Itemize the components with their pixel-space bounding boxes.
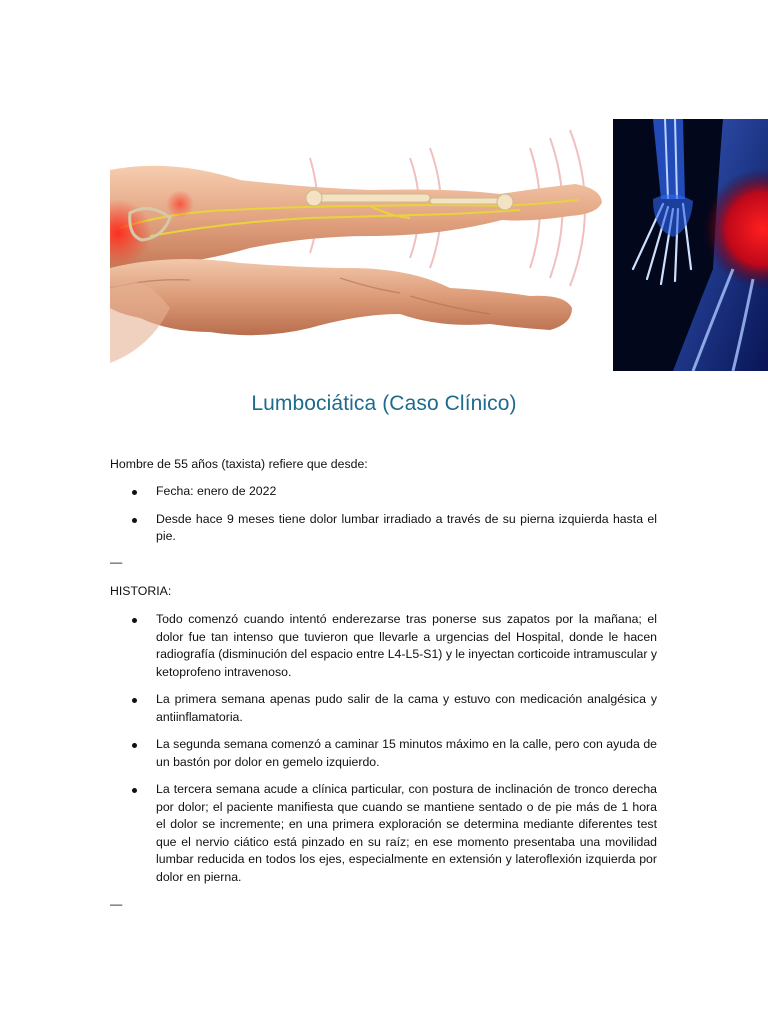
bullet-icon: [132, 743, 137, 748]
list-item: La primera semana apenas pudo salir de la cama y estuvo con medicación analgésica y antiinflamatoria.: [110, 691, 657, 726]
bullet-icon: [132, 788, 137, 793]
bullet-icon: [132, 698, 137, 703]
list-item: La tercera semana acude a clínica particular, con postura de inclinación de tronco derecha por dolor; el paciente manifiesta que cuando se mantiene sentado o de pie más de 1 hora el dolor se incremente; en una primera exploración se determina mediante diferentes test que el nervio ciático está pinzado en su raíz; en ese momento presentaba una movilidad lumbar reducida en todos los ejes, especialmente en extensión y lateroflexión izquierda por dolor en pierna.: [110, 781, 657, 886]
bullet-icon: [132, 618, 137, 623]
leg-sciatic-nerve-illustration: [110, 118, 605, 363]
bullet-icon: [132, 518, 137, 523]
separator: —: [110, 897, 123, 911]
separator: —: [110, 555, 123, 569]
section-heading-historia: HISTORIA:: [110, 584, 172, 598]
list-item: Todo comenzó cuando intentó enderezarse tras ponerse sus zapatos por la mañana; el dolor fue tan intenso que tuvieron que llevarle a urgencias del Hospital, donde le hacen radiografía (disminución del espacio entre L4-L5-S1) y le inyectan corticoide intramuscular y ketoprofeno intravenoso.: [110, 611, 657, 681]
bullet-icon: [132, 490, 137, 495]
blue-xray-skeleton-pain-photo: [613, 119, 768, 371]
list-item: Desde hace 9 meses tiene dolor lumbar irradiado a través de su pierna izquierda hasta el pie.: [110, 511, 657, 546]
intro-text: Hombre de 55 años (taxista) refiere que desde:: [110, 457, 368, 471]
list-item: La segunda semana comenzó a caminar 15 minutos máximo en la calle, pero con ayuda de un bastón por dolor en gemelo izquierdo.: [110, 736, 657, 771]
list-item: Fecha: enero de 2022: [110, 483, 657, 501]
historia-list: [110, 611, 657, 886]
intro-list: [110, 483, 657, 546]
page-title: Lumbociática (Caso Clínico): [251, 392, 517, 415]
